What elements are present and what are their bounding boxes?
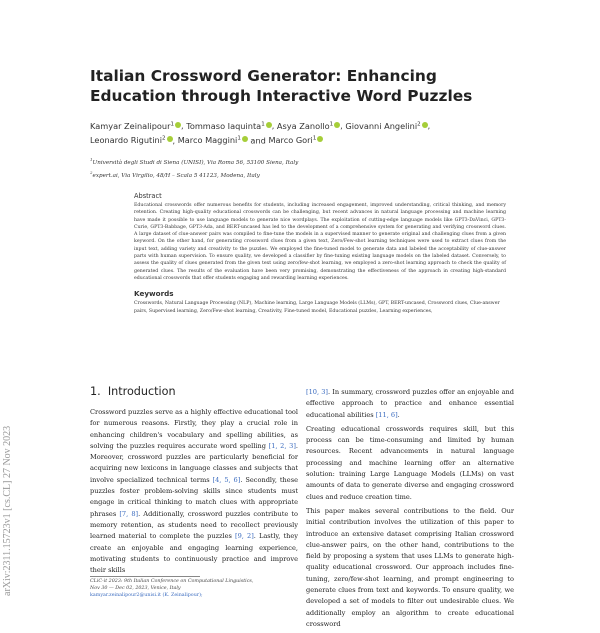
affiliation-mark: 1 <box>90 157 93 162</box>
body-text: . Lastly, they create an enjoyable and engaging learning experience, motivating students to continuously practice and improve their skills <box>90 532 298 575</box>
body-text: . Additionally, crossword puzzles contribute to memory retention, as students need to recollect previously learned material to complete the puzzles <box>90 509 298 541</box>
section-number: 1. <box>90 385 101 398</box>
arxiv-stamp-text: arXiv:2311.15723v1 [cs.CL] 27 Nov 2023 <box>2 425 13 596</box>
author-name: Tommaso Iaquinta <box>186 120 262 131</box>
orcid-icon[interactable] <box>175 122 181 128</box>
body-text: . Secondly, these puzzles foster problem-solving skills since students must engage in critical thinking to match clues with appropriate phrases <box>90 475 298 518</box>
orcid-icon[interactable] <box>266 122 272 128</box>
left-column <box>90 407 298 579</box>
author-affiliation-mark: 1 <box>312 135 317 142</box>
body-text: Creating educational crosswords requires skill, but this process can be time-consuming and limited by human resources. Recent advancements in natural language processing and machine learning offer an alternative solution: training Large Language Models (LLMs) on vast amounts of data to generate diverse and engaging crossword clues and reduce creation time. <box>306 424 514 501</box>
affiliation-text: Università degli Studi di Siena (UNISI), Via Roma 56, 53100 Siena, Italy <box>92 159 299 166</box>
author-name: Kamyar Zeinalipour <box>90 120 171 131</box>
orcid-icon[interactable] <box>317 136 323 142</box>
author <box>178 135 248 145</box>
body-text: Crossword puzzles serve as a highly effective educational tool for numerous reasons. Firstly, they play a crucial role in enhancing children's vocabulary and spelling abilities, as solving the puzzles requires accurate word spelling <box>90 408 298 450</box>
body-text: . Moreover, crossword puzzles are particularly beneficial for acquiring new lexicons in language classes and subjects that involve specialized technical terms <box>90 441 298 484</box>
affiliation <box>90 168 510 181</box>
footnote <box>90 578 300 599</box>
author <box>268 135 323 145</box>
arxiv-stamp <box>2 425 14 600</box>
author-name: Marco Gori <box>268 135 313 146</box>
author <box>345 121 427 131</box>
affiliation-mark: 2 <box>90 169 93 175</box>
author-affiliation-mark: 1 <box>170 121 174 127</box>
affiliation-text: expert.ai, Via Virgilio, 48/H – Scala 5 41123, Modena, Italy <box>92 172 260 179</box>
author-affiliation-mark: 2 <box>162 135 166 142</box>
body-text: . In summary, crossword puzzles offer an enjoyable and effective approach to practice and enhance essential educational abilities <box>306 388 514 419</box>
citation-link[interactable]: [1, 2, 3] <box>268 441 296 450</box>
author-affiliation-mark: 1 <box>261 121 265 127</box>
author-name: Leonardo Rigutini <box>90 135 162 146</box>
orcid-icon[interactable] <box>334 122 340 128</box>
citation-link[interactable]: [11, 6] <box>375 410 398 419</box>
author-name: Giovanni Angelini <box>345 120 418 131</box>
author-affiliation-mark: 1 <box>237 135 241 142</box>
keywords-text: Crosswords, Natural Language Processing (NLP), Machine learning, Large Language Models (LLMs), GPT, BERT-uncased, Crossword clues, Clue-answer pairs, Supervised learning, Zero/Few-shot learning, Creativity, Fine-tuned model, Educational puzzles, Learning experiences, <box>134 301 500 314</box>
footnote-rule <box>90 576 200 577</box>
section-heading <box>90 385 176 398</box>
footnote-email: kamyar.zeinalipour2@unisi.it (K. Zeinalipour); <box>90 593 203 598</box>
author-list: Kamyar Zeinalipour$^1$ , Tommaso Iaquinta$^1$ , Asya Zanollo$^1$ , Giovanni Angelini$^2$ , Leonardo Rigutini$^2$ , Marco Maggini$^1$ and Marco Gori$^1$ <box>90 120 431 146</box>
affiliation-list <box>90 155 510 181</box>
right-column <box>306 387 514 633</box>
body-paragraph <box>306 424 514 503</box>
paper-title: Italian Crossword Generator: Enhancing Education through Interactive Word Puzzles <box>90 67 473 105</box>
orcid-icon[interactable] <box>167 136 173 142</box>
abstract-heading: Abstract <box>134 192 162 200</box>
citation-link[interactable]: [7, 8] <box>119 509 139 518</box>
body-paragraph <box>90 407 298 576</box>
keywords-heading: Keywords <box>134 289 174 299</box>
author-name: Asya Zanollo <box>276 120 330 131</box>
author <box>186 121 271 131</box>
citation-link[interactable]: [10, 3] <box>306 388 328 396</box>
body-text: . <box>397 410 400 419</box>
orcid-icon[interactable] <box>422 122 428 128</box>
author <box>277 121 340 131</box>
abstract-section <box>134 192 506 315</box>
abstract-text: Educational crosswords offer numerous benefits for students, including increased engagement, improved understanding, critical thinking, and memory retention. Creating high-quality educational crosswords can be challenging, but recent advances in natural language processing and machine learning have made it possible to use language models to generate nice wordplays. The exploitation of cutting-edge language models like GPT3-DaVinci, GPT3-Curie, GPT3-Babbage, GPT3-Ada, and BERT-uncased has led to the development of a comprehensive system for generating and verifying crossword clues. A large dataset of clue-answer pairs was compiled to fine-tune the models in a supervised manner to generate original and challenging clues from a given keyword. On the other hand, for generating crossword clues from a given text, Zero/Few-shot learning techniques were used to extract clues from the input text, adding variety and creativity to the puzzles. We employed the fine-tuned model to generate data and labeled the acceptability of clue-answer parts with human supervision. To ensure quality, we developed a classifier by fine-tuning existing language models on the labeled dataset. Conversely, to assess the quality of clues generated from the given text using zero/few-shot learning, we employed a zero-shot learning approach to check the quality of generated clues. The results of the evaluation have been very promising, demonstrating the effectiveness of the approach in creating high-standard educational crosswords that offer students engaging and rewarding learning experiences. <box>134 203 506 281</box>
author-name: Marco Maggini <box>177 135 238 146</box>
author <box>90 121 181 131</box>
author-affiliation-mark: 2 <box>417 121 421 127</box>
affiliation <box>90 155 510 168</box>
footnote-conference: CLiC-it 2023: 9th Italian Conference on Computational Linguistics, <box>90 579 254 584</box>
section-title: Introduction <box>107 385 176 398</box>
footnote-dates: Nov 30 — Dec 02, 2023, Venice, Italy <box>90 586 181 591</box>
author <box>90 135 173 145</box>
orcid-icon[interactable] <box>242 136 248 142</box>
citation-link[interactable]: [4, 5, 6] <box>212 475 241 484</box>
author-affiliation-mark: 1 <box>329 121 334 127</box>
body-text: This paper makes several contributions to the field. Our initial contribution involves the utilization of this paper to introduce an extensive dataset comprising Italian crossword clue-answer pairs, on the other hand, contributions to the field by proposing a system that uses LLMs to generate high-quality educational crossword. Our approach includes fine-tuning, zero/few-shot learning, and prompt engineering to generate clues from text and keywords. To ensure quality, we developed a set of models to filter out undesirable clues. We additionally employ an algorithm to create educational crossword <box>306 506 514 628</box>
body-paragraph <box>306 387 514 421</box>
citation-link[interactable]: [9, 2] <box>235 532 254 541</box>
body-paragraph <box>306 506 514 630</box>
